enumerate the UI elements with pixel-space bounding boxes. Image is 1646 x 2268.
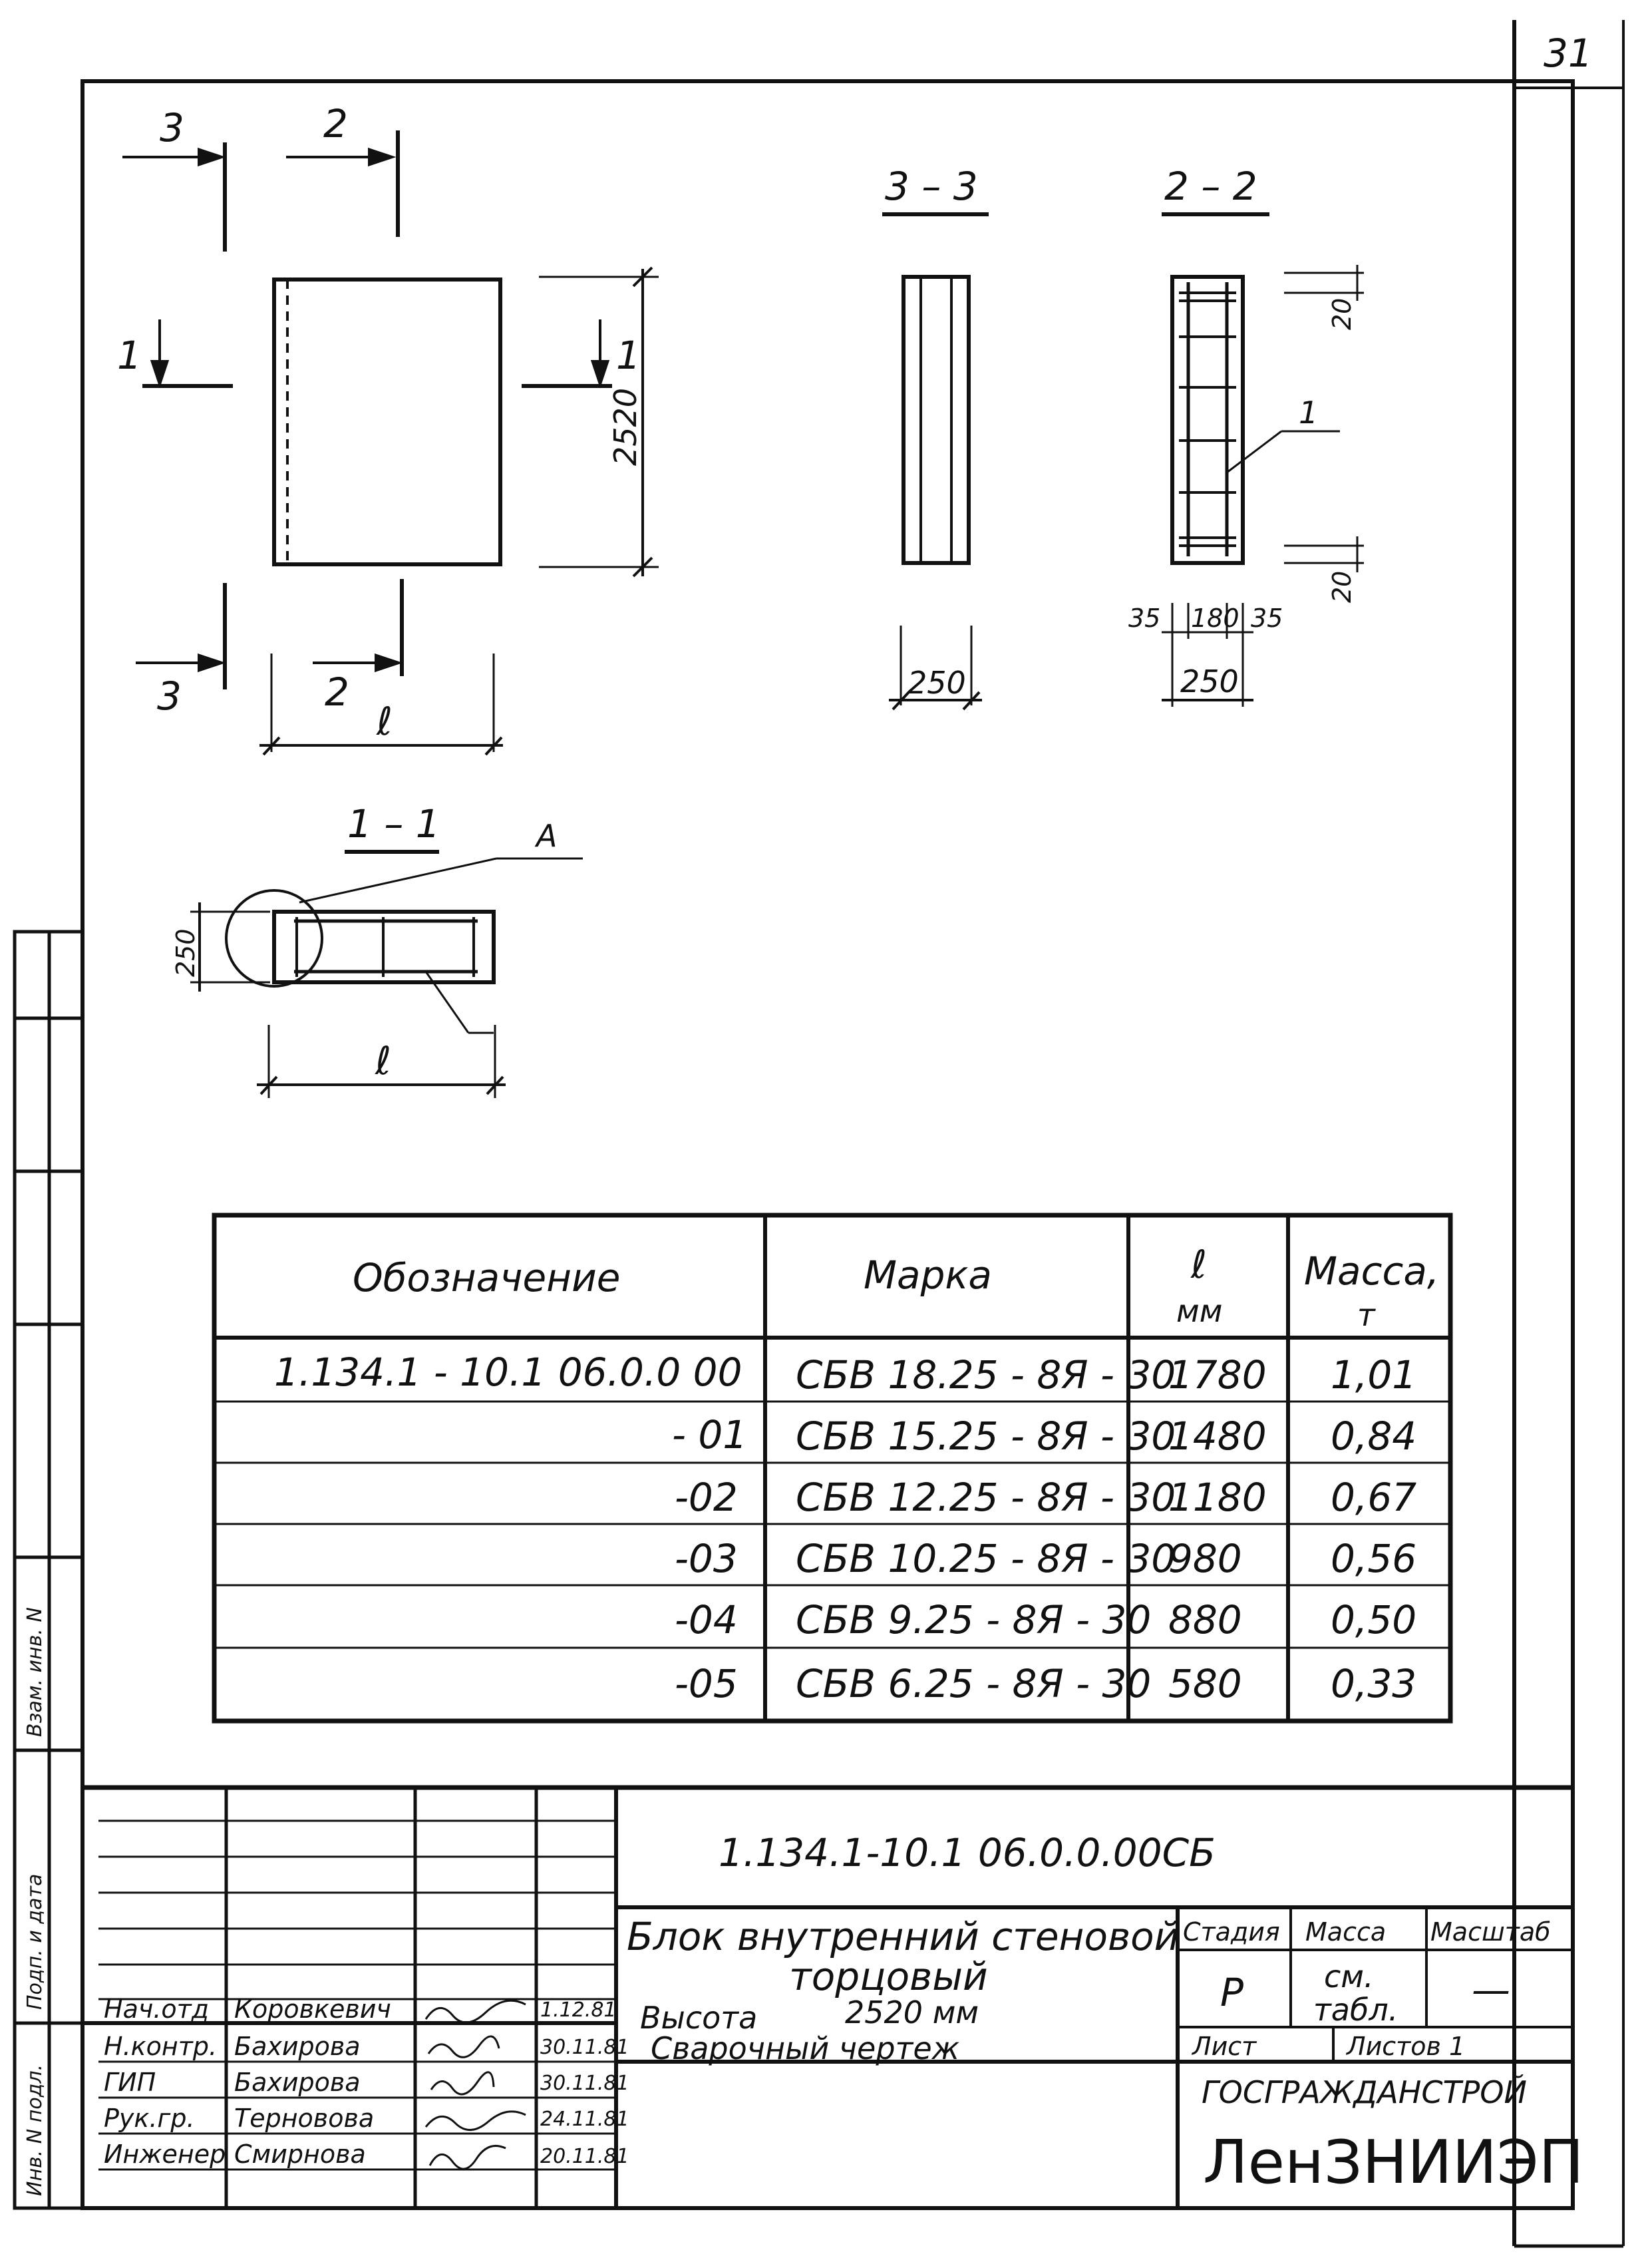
staff-signature (428, 2036, 499, 2057)
staff-date: 1.12.81 (540, 1998, 617, 2022)
dim-20-top: 20 (1327, 297, 1357, 330)
row-designation: -04 (675, 1597, 738, 1642)
table-row (274, 1350, 1416, 1398)
row-length: 1480 (1168, 1414, 1267, 1459)
row-designation: - 01 (672, 1412, 748, 1457)
side-stamp-sign-date: Подп. и дата (23, 1873, 47, 2010)
staff-date: 30.11.81 (540, 2036, 629, 2059)
cut-mark-1-right: 1 (616, 333, 641, 378)
row-mass: 0,33 (1331, 1661, 1417, 1706)
staff-date: 30.11.81 (540, 2072, 629, 2095)
doc-name-line3-value: 2520 мм (845, 1994, 979, 2030)
table-row (675, 1475, 1416, 1520)
section-1-1-thickness: 250 (171, 928, 200, 977)
list-item (104, 2068, 629, 2097)
row-designation: -02 (675, 1475, 738, 1520)
section-3-3-title: 3 – 3 (885, 164, 978, 209)
callout-detail-A: A (536, 818, 558, 854)
mass-value-1: см. (1324, 1959, 1374, 1994)
staff-role: Рук.гр. (104, 2104, 195, 2133)
cut-mark-3-top: 3 (160, 105, 184, 150)
doc-code: 1.134.1-10.1 06.0.0.00СБ (719, 1830, 1216, 1875)
cut-mark-1-left: 1 (117, 333, 142, 378)
row-designation: -05 (675, 1661, 738, 1706)
staff-date: 24.11.81 (540, 2108, 629, 2131)
cut-mark-3-bottom: 3 (157, 673, 182, 719)
doc-name-line3-label: Высота (640, 2000, 758, 2036)
dim-height-label: 2520 (607, 387, 643, 466)
row-mass: 1,01 (1331, 1352, 1417, 1398)
mass-label: Масса (1305, 1917, 1387, 1947)
doc-name-line1: Блок внутренний стеновой (627, 1914, 1180, 1959)
staff-date: 20.11.81 (540, 2145, 629, 2168)
list-item (104, 2104, 629, 2133)
stage-label: Стадия (1183, 1917, 1280, 1947)
mass-value-2: табл. (1313, 1992, 1399, 2028)
org-institute: ЛенЗНИИЭП (1203, 2128, 1584, 2197)
org-ministry: ГОСГРАЖДАНСТРОЙ (1202, 2074, 1527, 2110)
elevation-view (122, 130, 659, 755)
row-mass: 0,50 (1331, 1597, 1417, 1642)
table-row (675, 1597, 1416, 1642)
section-1-1-length: ℓ (375, 1038, 391, 1083)
table-row (675, 1536, 1416, 1581)
scale-label: Масштаб (1430, 1917, 1551, 1947)
dim-35-right: 35 (1251, 604, 1283, 633)
staff-signature (426, 2112, 526, 2130)
row-length: 580 (1168, 1661, 1242, 1706)
header-designation: Обозначение (353, 1255, 621, 1300)
staff-role: Н.контр. (104, 2032, 218, 2061)
table-row (672, 1412, 1416, 1459)
section-2-2-title: 2 – 2 (1164, 164, 1257, 209)
row-designation: 1.134.1 - 10.1 06.0.0 00 (274, 1350, 742, 1395)
cut-mark-2-top: 2 (323, 101, 348, 146)
staff-name: Терновова (234, 2104, 375, 2133)
header-mass-unit: т (1357, 1297, 1375, 1333)
dim-180: 180 (1191, 604, 1239, 633)
section-2-2-width: 250 (1180, 663, 1239, 699)
row-mass: 0,56 (1331, 1536, 1417, 1581)
doc-name-line4: Сварочный чертеж (651, 2030, 960, 2066)
doc-name-line2: торцовый (789, 1954, 988, 1999)
stage-value: Р (1220, 1970, 1243, 2015)
header-length-unit: мм (1176, 1293, 1223, 1329)
sheet-label: Лист (1192, 2032, 1257, 2061)
row-mark: СБВ 9.25 - 8Я - 30 (796, 1597, 1152, 1642)
scale-value: — (1472, 1967, 1510, 2012)
side-stamp-inv-orig: Инв. N подл. (23, 2064, 47, 2196)
staff-role: Инженер (104, 2140, 226, 2169)
section-1-1-title: 1 – 1 (347, 801, 440, 847)
dim-35-left: 35 (1128, 604, 1161, 633)
staff-signature (430, 2146, 506, 2169)
header-mark: Марка (864, 1252, 992, 1298)
staff-name: Бахирова (234, 2068, 361, 2097)
staff-name: Бахирова (234, 2032, 361, 2061)
row-length: 1180 (1168, 1475, 1267, 1520)
staff-name: Коровкевич (234, 1994, 391, 2024)
list-item (104, 2140, 629, 2169)
cut-mark-2-bottom: 2 (325, 669, 349, 715)
row-length: 980 (1168, 1536, 1242, 1581)
row-length: 1780 (1168, 1352, 1267, 1398)
sheets-label: Листов 1 (1347, 2032, 1466, 2061)
staff-role: Нач.отд (104, 1994, 210, 2024)
row-mass: 0,67 (1331, 1475, 1417, 1520)
row-mark: СБВ 6.25 - 8Я - 30 (796, 1661, 1152, 1706)
staff-role: ГИП (104, 2068, 156, 2097)
dim-length-label: ℓ (377, 699, 393, 744)
dim-20-bottom: 20 (1327, 570, 1357, 603)
staff-signature (431, 2072, 494, 2094)
table-row (675, 1661, 1416, 1706)
row-mark: СБВ 18.25 - 8Я - 30 (796, 1352, 1176, 1398)
row-mass: 0,84 (1331, 1414, 1417, 1459)
drawing-frame (82, 81, 1573, 2208)
row-mark: СБВ 12.25 - 8Я - 30 (796, 1475, 1176, 1520)
sheet-number: 31 (1544, 31, 1593, 76)
row-length: 880 (1168, 1597, 1242, 1642)
section-3-3 (882, 214, 989, 709)
list-item (104, 2032, 629, 2061)
row-designation: -03 (675, 1536, 738, 1581)
row-mark: СБВ 10.25 - 8Я - 30 (796, 1536, 1176, 1581)
header-length: ℓ (1191, 1242, 1207, 1287)
section-3-3-width: 250 (907, 665, 966, 701)
header-mass: Масса, (1304, 1248, 1440, 1294)
section-2-2 (1162, 214, 1364, 707)
callout-rebar-cage-2-2: 1 (1299, 395, 1319, 431)
staff-signature (426, 2000, 526, 2022)
row-mark: СБВ 15.25 - 8Я - 30 (796, 1414, 1176, 1459)
staff-name: Смирнова (234, 2140, 366, 2169)
side-stamp-inv-dup: Взам. инв. N (23, 1607, 47, 1737)
